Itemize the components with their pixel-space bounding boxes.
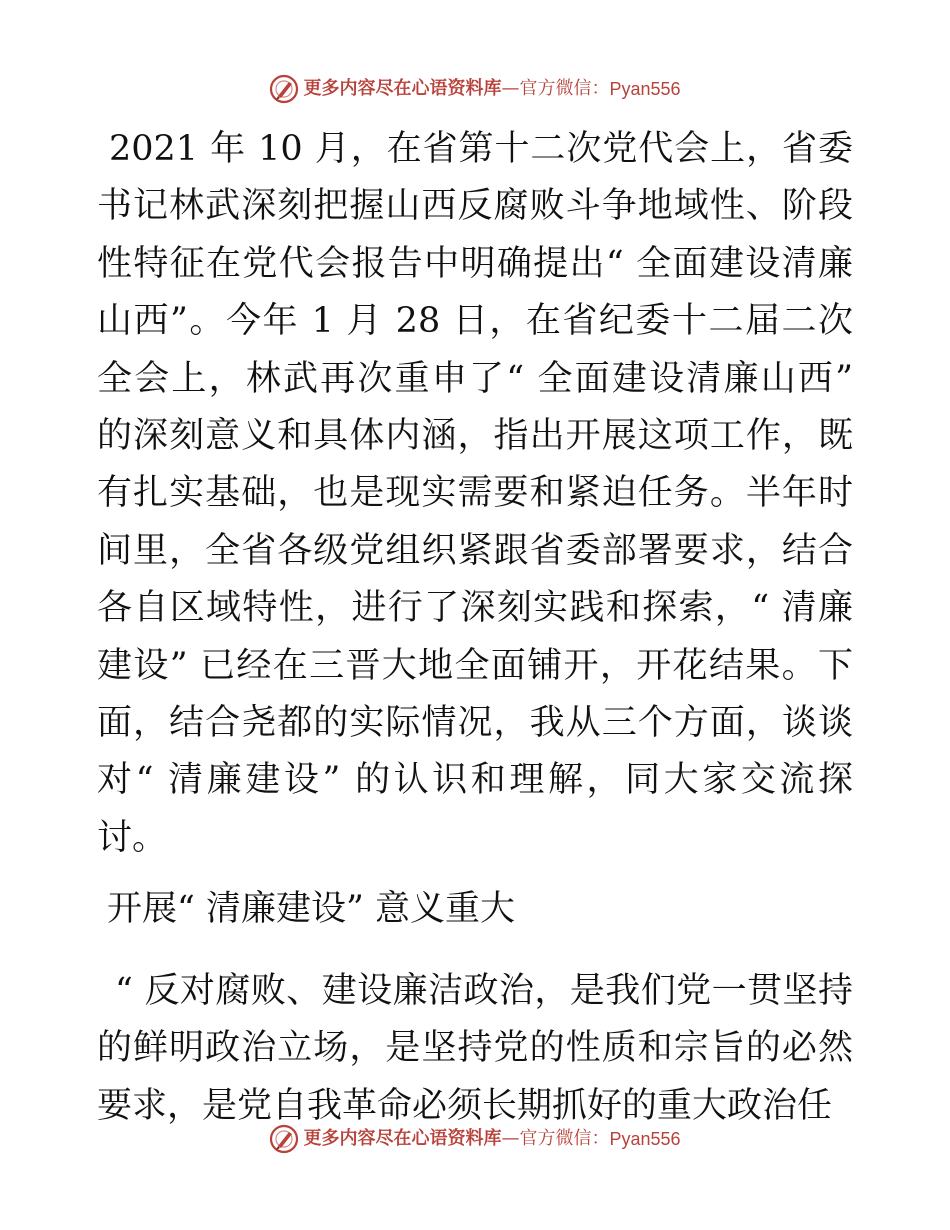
watermark-wechat-id: Pyan556: [609, 79, 681, 99]
section-heading: 开展“ 清廉建设” 意义重大: [107, 889, 516, 930]
watermark-wechat-label: 官方微信：: [519, 78, 610, 99]
document-body: [97, 121, 853, 1135]
watermark-text: 更多内容尽在心语资料库: [303, 78, 502, 99]
pen-logo-icon: [269, 74, 299, 104]
paragraph-quote: “ 反对腐败、建设廉洁政治，是我们党一贯坚持的鲜明政治立场，是坚持党的性质和宗旨的必然要求，是党自我革命必须长期抓好的重大政治任: [97, 970, 853, 1126]
header-watermark: [0, 74, 950, 104]
footer-watermark: [0, 1124, 950, 1154]
watermark-wechat-label: 官方微信：: [519, 1128, 610, 1149]
watermark-text: 更多内容尽在心语资料库: [303, 1128, 502, 1149]
watermark-wechat-id: Pyan556: [609, 1129, 681, 1149]
paragraph-intro: 2021 年 10 月，在省第十二次党代会上，省委书记林武深刻把握山西反腐败斗争地域性、阶段性特征在党代会报告中明确提出“ 全面建设清廉山西”。今年 1 月 28 日，在省纪委十二届二次全会上，林武再次重申了“ 全面建设清廉山西” 的深刻意义和具体内涵，指出开展这项工作，既有扎实基础，也是现实需要和紧迫任务。半年时间里，全省各级党组织紧跟省委部署要求，结合各自区域特性，进行了深刻实践和探索，“ 清廉建设” 已经在三晋大地全面铺开，开花结果。下面，结合尧都的实际情况，我从三个方面，谈谈对“ 清廉建设” 的认识和理解，同大家交流探讨。: [97, 129, 853, 858]
watermark-dash: —: [501, 78, 520, 99]
watermark-dash: —: [501, 1128, 520, 1149]
pen-logo-icon: [269, 1124, 299, 1154]
